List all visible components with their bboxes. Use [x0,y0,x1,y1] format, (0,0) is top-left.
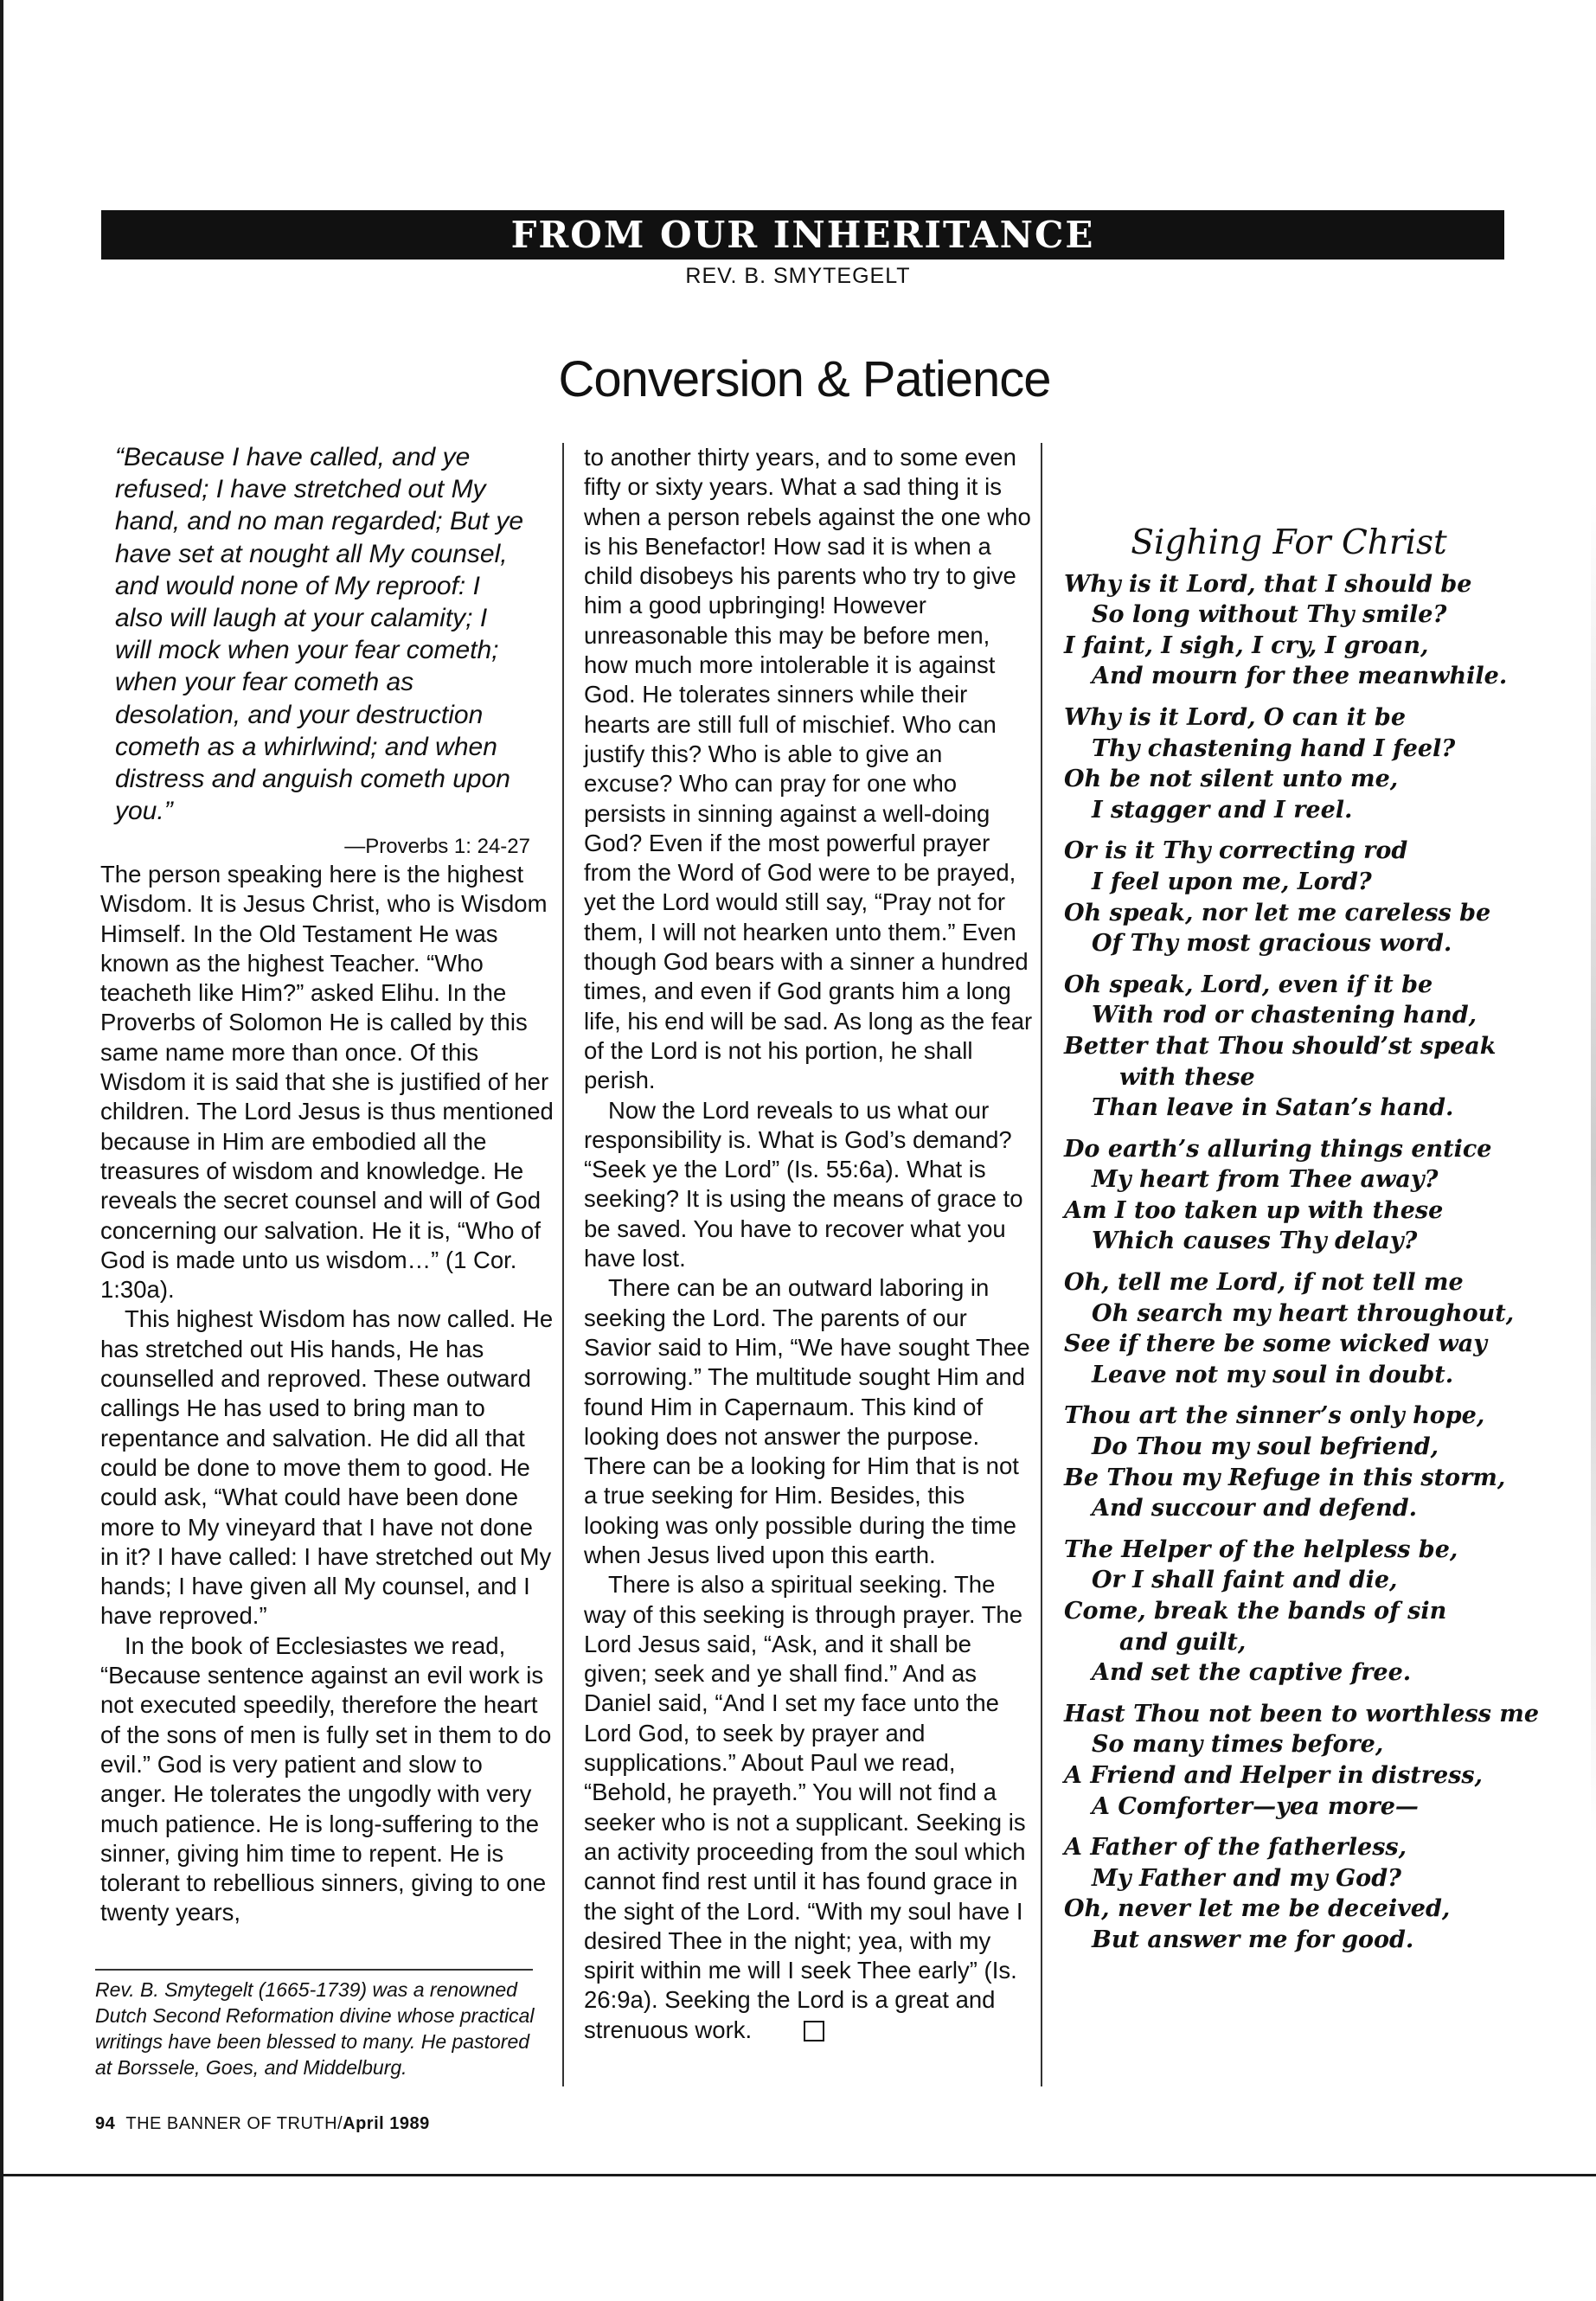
poem-stanza [1064,569,1514,692]
poem-line: Or I shall faint and die, [1092,1567,1398,1594]
poem-line: Than leave in Satan’s hand. [1092,1094,1454,1122]
poem-line: Why is it Lord, O can it be [1064,703,1406,731]
poem-line: Why is it Lord, that I should be [1064,570,1472,598]
section-banner: FROM OUR INHERITANCE [101,210,1504,260]
scan-edge-left [0,0,3,2301]
poem-line: My Father and my God? [1092,1864,1401,1892]
poem-line: A Friend and Helper in distress, [1064,1761,1483,1789]
poem-line: Come, break the bands of sin [1064,1598,1447,1625]
paragraph-text: There is also a spiritual seeking. The way of this seeking is through prayer. The Lord Jesus said, “Ask, and it shall be given; seek and ye shall find.” And as Daniel said, “And I set my face unto the Lord God, to seek by prayer and supplications.” About Paul we read, “Behold, he prayeth.” You will not find a seeker who is not a supplicant. Seeking is an activity proceeding from the soul which cannot find rest until it has found grace in the sight of the Lord. “With my soul have I desired Thee in the night; yea, with my spirit within me will I seek Thee early” (Is. 26:9a). Seeking the Lord is a great and strenuous work. [584,1571,1026,2043]
poem-line: Leave not my soul in doubt. [1092,1361,1454,1388]
poem-line: The Helper of the helpless be, [1064,1535,1458,1563]
scan-edge-bottom [0,2174,1596,2176]
poem-line: So many times before, [1092,1731,1384,1759]
footnote-rule [95,1969,533,1971]
poem-line: Oh, tell me Lord, if not tell me [1064,1269,1464,1297]
poem-line: Oh, never let me be deceived, [1064,1895,1451,1923]
poem-line: Be Thou my Refuge in this storm, [1064,1464,1506,1491]
poem-stanza [1064,836,1514,958]
scan-edge-right [1591,502,1596,1834]
poem-line: Thy chastening hand I feel? [1092,734,1456,762]
poem-title: Sighing For Christ [1131,523,1447,562]
poem-line: With rod or chastening hand, [1092,1002,1477,1029]
issue-date: April 1989 [343,2114,430,2133]
poem-stanza [1064,1535,1514,1689]
poem-stanza [1064,1400,1514,1523]
poem-line: Oh search my heart throughout, [1092,1299,1515,1327]
poem-line: I stagger and I reel. [1092,796,1353,824]
poem-line: So long without Thy smile? [1092,601,1447,629]
paragraph: to another thirty years, and to some even fifty or sixty years. What a sad thing it is when a person rebels against the one who is his Benefactor! How sad it is when a child disobeys his parents who try to give him a good upbringing! However unreasonable this may be before men, how much more intolerable it is against God. He tolerates sinners while their hearts are still full of mischief. Who can justify this? Who is able to give an excuse? Who can pray for one who persists in sinning against a well-doing God? Even if the most powerful prayer from the Word of God were to be prayed, yet the Lord would still say, “Pray not for them, I will not hearken unto them.” Even though God bears with a sinner a hundred times, and even if God grants him a long life, his end will be sad. As long as the fear of the Lord is not his portion, he shall perish. [584,444,1033,1094]
column-divider [562,443,564,2086]
paragraph: This highest Wisdom has now called. He has stretched out His hands, He has counselled and reproved. These outward callings He has used to bring man to repentance and salvation. He did all that could be done to move them to good. He could ask, “What could have been done more to My vineyard that I have not done in it? I have called: I have stretched out My hands; I have given all My counsel, and I have reproved.” [100,1305,554,1630]
publication-name: THE BANNER OF TRUTH [125,2114,338,2133]
poem-line: My heart from Thee away? [1092,1166,1439,1194]
author-bio: Rev. B. Smytegelt (1665-1739) was a renowned Dutch Second Reformation divine whose practical writings have been blessed to many. He pastored at Borssele, Goes, and Middelburg. [95,1978,535,2079]
poem-line: Oh speak, nor let me careless be [1064,899,1491,926]
column-1 [100,860,554,1928]
column-2 [584,443,1034,2045]
poem-line: Oh speak, Lord, even if it be [1064,971,1433,998]
poem [1064,523,1540,1966]
article-title: Conversion & Patience [558,351,1051,407]
poem-line: Hast Thou not been to worthless me [1064,1700,1540,1727]
poem-line: See if there be some wicked way [1064,1330,1487,1358]
page-number: 94 [95,2114,116,2133]
poem-line: and guilt, [1119,1628,1247,1656]
poem-line: A Father of the fatherless, [1064,1834,1407,1862]
poem-stanza [1064,1267,1514,1390]
poem-stanza [1064,1832,1514,1955]
column-divider [1041,443,1042,2086]
paragraph: Now the Lord reveals to us what our responsibility is. What is God’s demand? “Seek ye the Lord” (Is. 55:6a). What is seeking? It is using the means of grace to be saved. You have to recover what you have lost. [584,1096,1023,1272]
poem-line: Or is it Thy correcting rod [1064,837,1408,865]
poem-line: And mourn for thee meanwhile. [1092,663,1508,690]
epigraph [115,441,530,863]
poem-line: Which causes Thy delay? [1092,1227,1418,1255]
poem-line: And set the captive free. [1092,1659,1412,1687]
poem-stanza [1064,702,1514,825]
poem-stanza [1064,970,1514,1124]
poem-line: with these [1119,1063,1255,1091]
paragraph: In the book of Ecclesiastes we read, “Because sentence against an evil work is not executed speedily, therefore the heart of the sons of men is fully set in them to do evil.” God is very patient and slow to anger. He tolerates the ungodly with very much patience. He is long-suffering to the sinner, giving him time to repent. He is tolerant to rebellious sinners, giving to one twenty years, [100,1631,552,1926]
epigraph-reference: —Proverbs 1: 24-27 [344,835,530,859]
poem-stanza [1064,1699,1540,1822]
poem-line: But answer me for good. [1092,1926,1414,1953]
paragraph: The person speaking here is the highest Wisdom. It is Jesus Christ, who is Wisdom Himself. In the Old Testament He was known as the highest Teacher. “Who teacheth like Him?” asked Elihu. In the Proverbs of Solomon He is called by this same name more than once. Of this Wisdom it is said that she is justified of her children. The Lord Jesus is thus mentioned because in Him are embodied all the treasures of wisdom and knowledge. He reveals the secret counsel and will of God concerning our salvation. He it is, “Who of God is made unto us wisdom…” (1 Cor. 1:30a). [100,861,554,1304]
paragraph: There can be an outward laboring in seeking the Lord. The parents of our Savior said to Him, “We have sought Thee sorrowing.” The multitude sought Him and found Him in Capernaum. This kind of looking does not answer the purpose. There can be a looking for Him that is not a true seeking for Him. Besides, this looking was only possible during the time when Jesus lived upon this earth. [584,1274,1030,1568]
poem-line: Oh be not silent unto me, [1064,766,1399,793]
poem-line: Better that Thou should’st speak [1064,1032,1497,1060]
poem-line: Am I too taken up with these [1064,1196,1444,1224]
poem-line: I feel upon me, Lord? [1092,868,1372,895]
end-mark-icon [804,2021,824,2041]
poem-line: Of Thy most gracious word. [1092,930,1452,958]
epigraph-text: “Because I have called, and ye refused; I have stretched out My hand, and no man regarded; But ye have set at nought all My counsel, and would none of My reproof: I also will laugh at your calamity; I will mock when your fear cometh; when your fear cometh as desolation, and your destruction cometh as a whirlwind; and when distress and anguish cometh upon you.” [115,443,524,826]
poem-line: I faint, I sigh, I cry, I groan, [1064,631,1429,659]
paragraph [584,1570,1034,2045]
article-author: REV. B. SMYTEGELT [685,264,911,288]
poem-stanza [1064,1134,1514,1257]
poem-line: And succour and defend. [1092,1495,1417,1522]
poem-line: Do earth’s alluring things entice [1064,1135,1492,1163]
poem-line: Do Thou my soul befriend, [1092,1433,1439,1461]
page-footer: 94 THE BANNER OF TRUTH/April 1989 [95,2114,430,2133]
poem-line: Thou art the sinner’s only hope, [1064,1402,1485,1430]
poem-line: A Comforter—yea more— [1092,1792,1419,1820]
